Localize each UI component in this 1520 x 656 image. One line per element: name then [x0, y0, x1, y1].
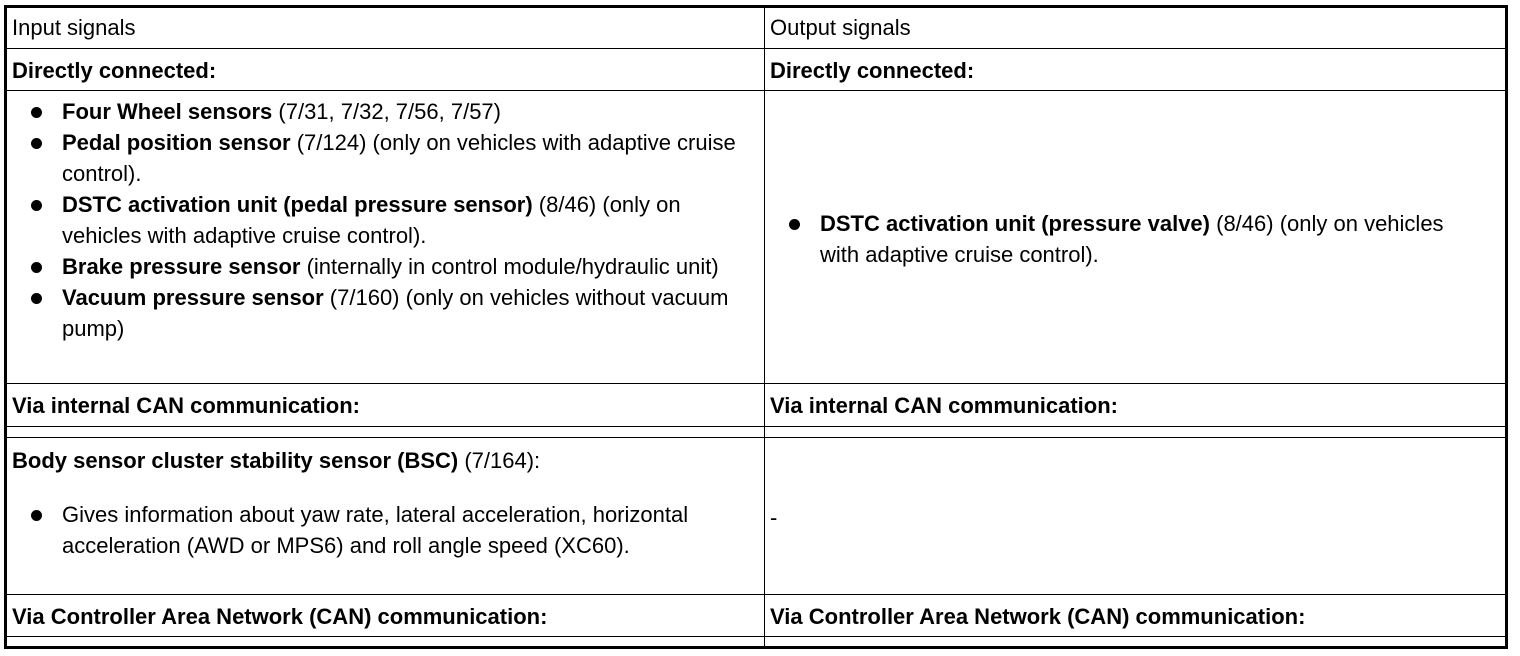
sensor-detail: (7/124) (only on vehicles with adaptive cruise control).	[62, 130, 736, 186]
list-item	[12, 96, 754, 127]
direct-outputs-list	[770, 208, 1470, 270]
row-divider	[6, 383, 1506, 384]
row-divider	[6, 636, 1506, 637]
list-item	[12, 127, 754, 189]
sensor-detail: (internally in control module/hydraulic unit)	[300, 254, 719, 279]
output-directly-connected-heading: Directly connected:	[770, 58, 975, 83]
list-item	[12, 499, 754, 561]
input-directly-connected-heading: Directly connected:	[12, 58, 217, 83]
column-divider	[764, 7, 765, 647]
row-divider	[6, 48, 1506, 49]
row-divider	[6, 594, 1506, 595]
sensor-name: Pedal position sensor	[62, 130, 291, 155]
bullet-icon	[31, 200, 42, 211]
bsc-title-name: Body sensor cluster stability sensor (BSC)	[12, 448, 459, 473]
list-item	[12, 189, 754, 251]
input-internal-can-heading: Via internal CAN communication:	[12, 393, 360, 418]
bullet-icon	[31, 107, 42, 118]
output-can-heading: Via Controller Area Network (CAN) communication:	[770, 604, 1306, 629]
bsc-title-detail: (7/164):	[458, 448, 541, 473]
row-divider	[6, 426, 1506, 427]
bullet-icon	[31, 293, 42, 304]
sensor-name: Brake pressure sensor	[62, 254, 301, 279]
sensor-name: Vacuum pressure sensor	[62, 285, 324, 310]
output-signals-header: Output signals	[770, 15, 911, 40]
direct-inputs-list	[12, 96, 754, 344]
bullet-icon	[31, 510, 42, 521]
list-item	[12, 282, 754, 344]
list-item	[770, 208, 1470, 270]
list-item	[12, 251, 754, 282]
output-detail: (8/46) (only on vehicles with adaptive cruise control).	[820, 211, 1444, 267]
input-can-heading: Via Controller Area Network (CAN) communication:	[12, 604, 548, 629]
input-signals-header: Input signals	[12, 15, 136, 40]
bsc-output-value: -	[770, 505, 778, 530]
bullet-icon	[31, 262, 42, 273]
row-divider	[6, 90, 1506, 91]
sensor-name: Four Wheel sensors	[62, 99, 273, 124]
sensor-detail: (7/31, 7/32, 7/56, 7/57)	[272, 99, 501, 124]
output-name: DSTC activation unit (pressure valve)	[820, 211, 1210, 236]
bsc-list	[12, 499, 754, 561]
bsc-title	[12, 445, 540, 476]
sensor-name: DSTC activation unit (pedal pressure sensor)	[62, 192, 533, 217]
sensor-detail: (8/46) (only on vehicles with adaptive cruise control).	[62, 192, 681, 248]
row-divider	[6, 437, 1506, 438]
sensor-detail: (7/160) (only on vehicles without vacuum pump)	[62, 285, 729, 341]
bsc-description: Gives information about yaw rate, lateral acceleration, horizontal acceleration (AWD or MPS6) and roll angle speed (XC60).	[62, 502, 689, 558]
bullet-icon	[31, 138, 42, 149]
output-internal-can-heading: Via internal CAN communication:	[770, 393, 1118, 418]
bullet-icon	[789, 219, 800, 230]
